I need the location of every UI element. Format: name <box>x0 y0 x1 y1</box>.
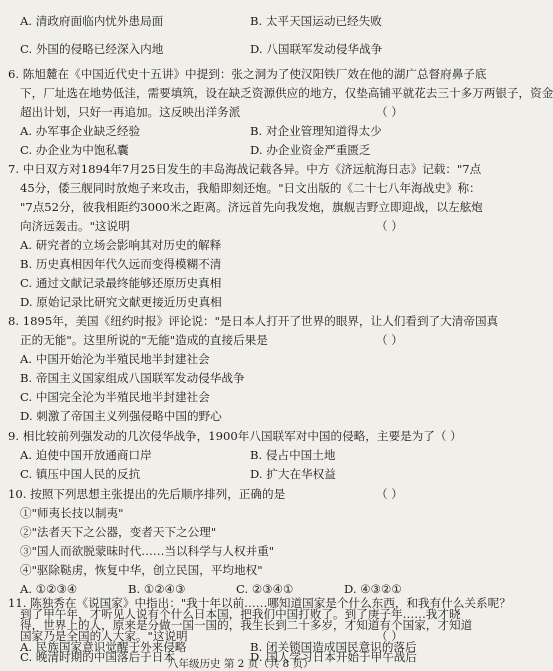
q10-option-b: B. ①②④③ <box>128 582 186 596</box>
q10-answer-bracket: （ ） <box>376 487 403 501</box>
q9-option-d: D. 扩大在华权益 <box>250 467 336 481</box>
q10-option-a: A. ①②③④ <box>20 582 78 596</box>
q8-option-c: C. 中国完全沦为半殖民地半封建社会 <box>20 390 210 404</box>
q11-option-a: A. 民族国家意识觉醒于外来侵略 <box>20 640 187 654</box>
q9-stem-line-1: 9. 相比较前列强发动的几次侵华战争，1900年八国联军对中国的侵略，主要是为了（ ） <box>8 429 462 443</box>
q11-option-d: D. 国人学习日本开始于甲午战后 <box>250 650 417 664</box>
q6-stem-line-1: 6. 陈旭麓在《中国近代史十五讲》中提到：张之洞为了使汉阳铁厂效在他的湖广总督府鼻子底 <box>8 67 487 81</box>
q8-answer-bracket: （ ） <box>376 333 403 347</box>
q6-stem-line-2: 下，厂址选在地势低洼，需要填筑，设在缺乏资源供应的地方，仅垫高铺平就花去三十多万两银子，资金 <box>20 86 553 100</box>
q6-option-a: A. 办军事企业缺乏经验 <box>20 124 141 138</box>
q8-stem-line-2: 正的无能"。这里所说的"无能"造成的直接后果是 <box>20 333 268 347</box>
q10-stem-line-1: 10. 按照下列思想主张提出的先后顺序排列，正确的是 <box>8 487 286 501</box>
q7-option-b: B. 历史真相因年代久远而变得模糊不清 <box>20 257 222 271</box>
q9-option-c: C. 镇压中国人民的反抗 <box>20 467 141 481</box>
q7-option-d: D. 原始记录比研究文献更接近历史真相 <box>20 295 222 309</box>
q7-option-a: A. 研究者的立场会影响其对历史的解释 <box>20 238 222 252</box>
q6-option-c: C. 办企业为中饱私囊 <box>20 143 129 157</box>
q9-option-a: A. 迫使中国开放通商口岸 <box>20 448 152 462</box>
q5-option-c: C. 外国的侵略已经深入内地 <box>20 42 164 56</box>
q6-stem-line-3: 超出计划，只好一再追加。这反映出洋务派 <box>20 105 241 119</box>
q10-item-2: ②"法者天下之公器，变者天下之公理" <box>20 525 217 539</box>
q10-item-1: ①"师夷长技以制夷" <box>20 506 124 520</box>
q7-stem-line-4: 向济远轰击。"这说明 <box>20 219 130 233</box>
q11-stem-line-4: 国家乃是全国的人大家。"这说明 <box>20 629 188 643</box>
q8-option-a: A. 中国开始沦为半殖民地半封建社会 <box>20 352 210 366</box>
q11-option-b: B. 闭关锁国造成国民意识的落后 <box>250 640 417 654</box>
q7-stem-line-1: 7. 中日双方对1894年7月25日发生的丰岛海战记载各异。中方《济远航海日志》记载："7点 <box>8 162 482 176</box>
q5-option-b: B. 太平天国运动已经失败 <box>250 14 382 28</box>
q10-item-3: ③"国人而欲脱蒙昧时代……当以科学与人权并重" <box>20 544 275 558</box>
q7-stem-line-2: 45分，倭三舰同时放炮子来攻击，我船即刻还炮。"日文出版的《二十七八年海战史》称： <box>20 181 481 195</box>
q11-stem-line-3: 得，世界上的人，原来是分做一国一国的，我生长到二十多岁，才知道有个国家，才知道 <box>20 618 473 632</box>
q10-item-4: ④"驱除鞑虏，恢复中华，创立民国，平均地权" <box>20 563 263 577</box>
q11-stem-line-2: 到了甲午年，才听见人说有个什么日本国，把我们中国打败了。到了庚子年……我才晓 <box>20 607 461 621</box>
page-footer: 八年级历史 第 2 页（共 8 页） <box>168 658 314 670</box>
q11-answer-bracket: （ ） <box>376 629 403 643</box>
q7-stem-line-3: "7点52分，彼我相距约3000米之距离。济远首先向我发炮，旗舰吉野立即迎战，以左舷炮 <box>20 200 483 214</box>
q9-option-b: B. 侵占中国土地 <box>250 448 336 462</box>
q5-option-d: D. 八国联军发动侵华战争 <box>250 42 383 56</box>
q7-answer-bracket: （ ） <box>376 219 403 233</box>
q7-option-c: C. 通过文献记录最终能够还原历史真相 <box>20 276 222 290</box>
q8-option-d: D. 刺激了帝国主义列强侵略中国的野心 <box>20 409 222 423</box>
q6-answer-bracket: （ ） <box>376 105 403 119</box>
q11-option-c: C. 晚清时期的中国落后于日本 <box>20 650 175 664</box>
q6-option-b: B. 对企业管理知道得太少 <box>250 124 382 138</box>
q5-option-a: A. 清政府面临内忧外患局面 <box>20 14 164 28</box>
q10-option-d: D. ④③②① <box>344 582 402 596</box>
q8-option-b: B. 帝国主义国家组成八国联军发动侵华战争 <box>20 371 245 385</box>
q6-option-d: D. 办企业资金严重匮乏 <box>250 143 371 157</box>
q8-stem-line-1: 8. 1895年，美国《纽约时报》评论说："是日本人打开了世界的眼界，让人们看到了大清帝国真 <box>8 314 499 328</box>
q10-option-c: C. ②③④① <box>236 582 294 596</box>
q11-stem-line-1: 11. 陈独秀在《说国家》中指出："我十年以前……哪知道国家是个什么东西，和我有什么关系呢？ <box>8 596 511 610</box>
